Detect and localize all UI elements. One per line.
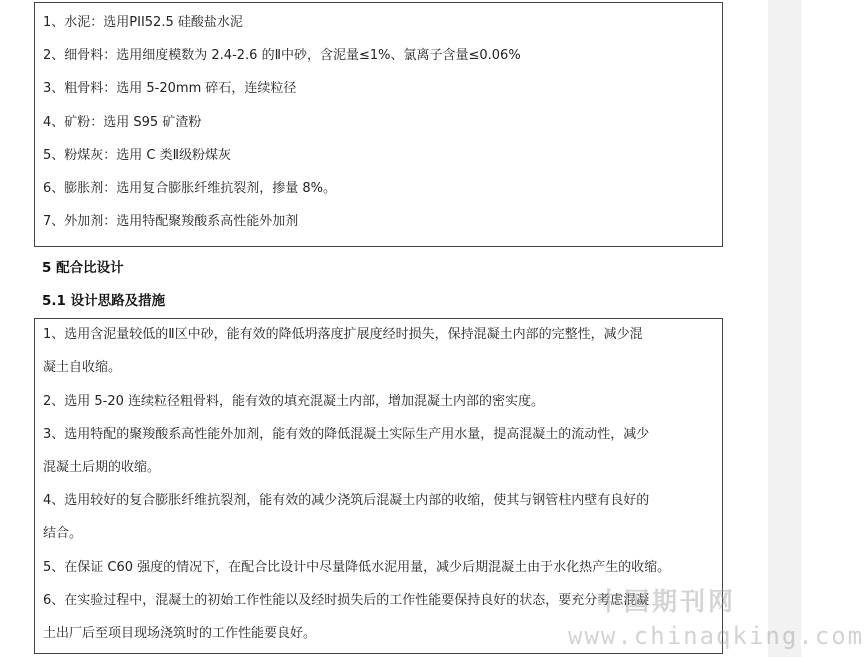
design-measures-box [34, 318, 723, 654]
page-margin-strip [768, 0, 801, 657]
material-item: 1、水泥：选用PII52.5 硅酸盐水泥 [43, 15, 243, 30]
watermark-cn: 中国期刊网 [596, 587, 737, 616]
design-line: 1、选用含泥量较低的Ⅱ区中砂，能有效的降低坍落度扩展度经时损失，保持混凝土内部的完整性，减少混 [43, 327, 643, 342]
material-item: 2、细骨料：选用细度模数为 2.4-2.6 的Ⅱ中砂，含泥量≤1%、氯离子含量≤0.06% [43, 48, 521, 63]
subsection-heading: 5.1 设计思路及措施 [42, 293, 166, 309]
material-item: 6、膨胀剂：选用复合膨胀纤维抗裂剂，掺量 8%。 [43, 181, 337, 196]
design-line: 凝土自收缩。 [43, 360, 122, 375]
design-line: 5、在保证 C60 强度的情况下，在配合比设计中尽量降低水泥用量，减少后期混凝土由于水化热产生的收缩。 [43, 560, 671, 575]
watermark-url: www.chinaqking.com [568, 622, 864, 650]
design-line: 土出厂后至项目现场浇筑时的工作性能要良好。 [43, 626, 317, 641]
materials-box [34, 2, 723, 247]
material-item: 3、粗骨料：选用 5-20mm 碎石，连续粒径 [43, 81, 297, 96]
design-line: 结合。 [43, 526, 83, 541]
section-heading: 5 配合比设计 [42, 260, 124, 276]
material-item: 7、外加剂：选用特配聚羧酸系高性能外加剂 [43, 214, 299, 229]
design-line: 4、选用较好的复合膨胀纤维抗裂剂，能有效的减少浇筑后混凝土内部的收缩，使其与钢管柱内壁有良好的 [43, 493, 650, 508]
material-item: 4、矿粉：选用 S95 矿渣粉 [43, 115, 202, 130]
design-line: 6、在实验过程中，混凝土的初始工作性能以及经时损失后的工作性能要保持良好的状态，要充分考虑混凝 [43, 593, 650, 608]
design-line: 混凝土后期的收缩。 [43, 460, 161, 475]
design-line: 3、选用特配的聚羧酸系高性能外加剂，能有效的降低混凝土实际生产用水量，提高混凝土的流动性，减少 [43, 427, 650, 442]
design-line: 2、选用 5-20 连续粒径粗骨料，能有效的填充混凝土内部，增加混凝土内部的密实度。 [43, 394, 545, 409]
material-item: 5、粉煤灰：选用 C 类Ⅱ级粉煤灰 [43, 148, 232, 163]
